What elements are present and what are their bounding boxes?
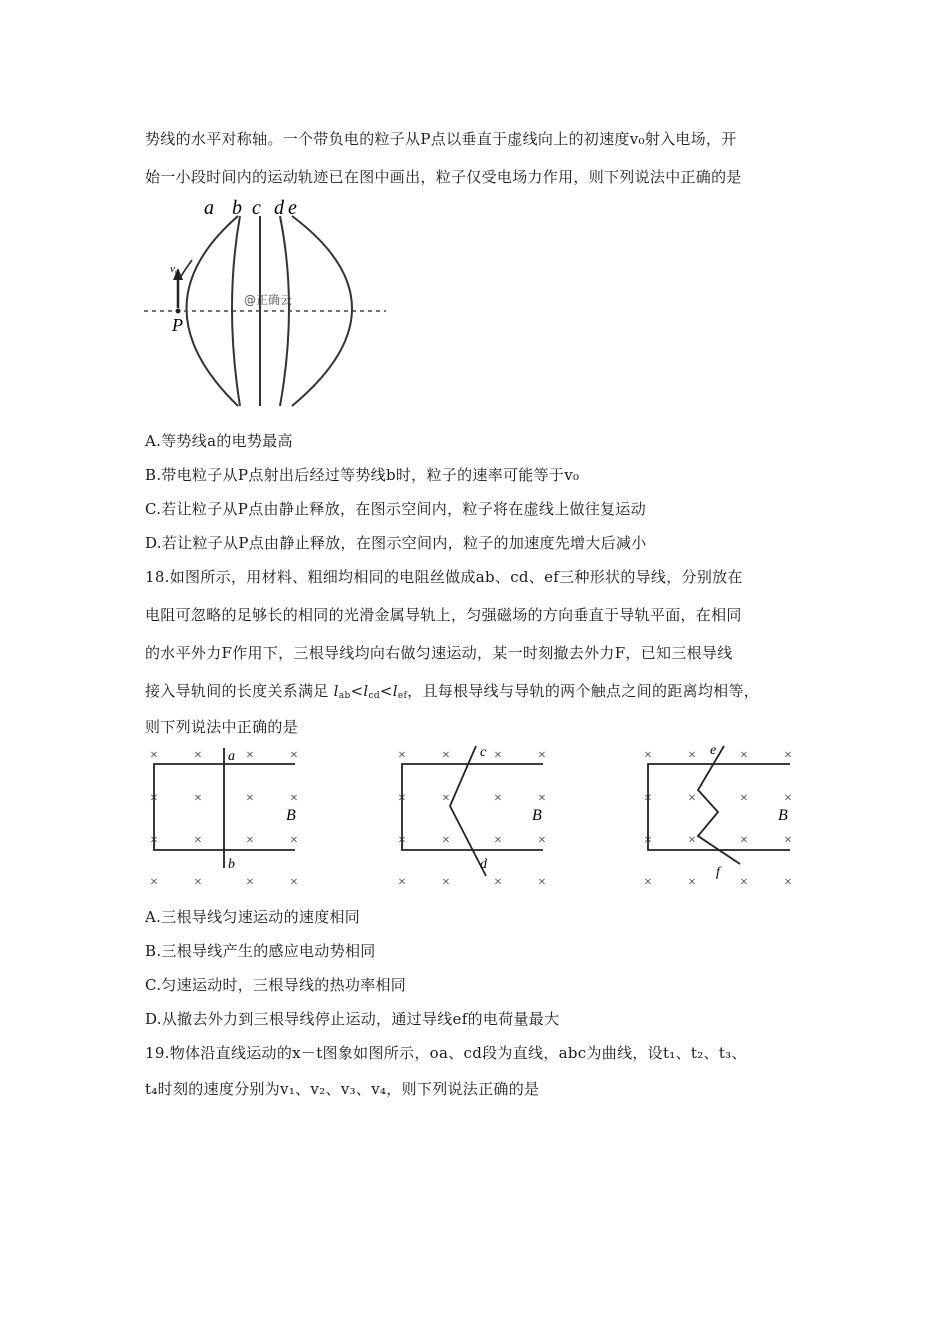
label-e: e (288, 197, 297, 219)
q18-option-d: D.从撤去外力到三根导线停止运动，通过导线ef的电荷量最大 (145, 1010, 560, 1028)
q18-line3: 的水平外力F作用下，三根导线均向右做匀速运动，某一时刻撤去外力F，已知三根导线 (145, 644, 733, 662)
q18-line4 (145, 680, 759, 701)
svg-text:×: × (194, 791, 202, 806)
svg-text:×: × (644, 791, 652, 806)
svg-text:×: × (290, 791, 298, 806)
svg-text:×: × (290, 833, 298, 848)
label-a: a (204, 197, 214, 219)
label-e-wire: e (710, 743, 717, 758)
svg-text:×: × (538, 791, 546, 806)
rail-figure-cd (402, 745, 543, 876)
svg-text:×: × (398, 875, 406, 890)
svg-text:×: × (644, 748, 652, 763)
q18-option-a: A.三根导线匀速运动的速度相同 (145, 908, 361, 926)
q18-line4-pre: 接入导轨间的长度关系满足 (145, 682, 334, 700)
q18-line2: 电阻可忽略的足够长的相同的光滑金属导轨上，匀强磁场的方向垂直于导轨平面，在相同 (145, 606, 742, 624)
label-c-wire: c (480, 745, 487, 760)
q18-line4-post: ，且每根导线与导轨的两个触点之间的距离均相等， (407, 682, 760, 700)
rail-figures (140, 740, 820, 892)
svg-text:×: × (644, 875, 652, 890)
svg-text:×: × (290, 748, 298, 763)
svg-text:×: × (688, 748, 696, 763)
svg-text:×: × (442, 875, 450, 890)
label-b: b (232, 197, 242, 219)
svg-text:×: × (290, 875, 298, 890)
q17-option-c: C.若让粒子从P点由静止释放，在图示空间内，粒子将在虚线上做往复运动 (145, 500, 647, 518)
label-d: d (274, 197, 284, 219)
label-b-wire: b (228, 857, 235, 872)
q18-line5: 则下列说法中正确的是 (145, 718, 299, 736)
svg-text:×: × (784, 875, 792, 890)
svg-text:×: × (246, 791, 254, 806)
svg-text:×: × (246, 833, 254, 848)
rail-figure-ab (154, 748, 296, 872)
svg-text:×: × (398, 833, 406, 848)
label-a-wire: a (228, 749, 235, 764)
label-c: c (252, 197, 261, 219)
svg-text:×: × (150, 833, 158, 848)
label-d-wire: d (480, 857, 487, 872)
svg-text:×: × (194, 833, 202, 848)
label-field-b3: B (778, 807, 788, 824)
svg-text:×: × (494, 833, 502, 848)
q17-option-d: D.若让粒子从P点由静止释放，在图示空间内，粒子的加速度先增大后减小 (145, 534, 647, 552)
q17-intro-line2: 始一小段时间内的运动轨迹已在图中画出，粒子仅受电场力作用，则下列说法中正确的是 (145, 168, 742, 186)
svg-text:×: × (194, 875, 202, 890)
equipotential-figure (140, 196, 390, 416)
svg-text:×: × (740, 875, 748, 890)
svg-text:×: × (784, 748, 792, 763)
label-v0: v₀ (170, 263, 179, 275)
svg-text:×: × (740, 791, 748, 806)
rail-frame-2 (402, 764, 543, 850)
svg-text:×: × (442, 833, 450, 848)
rail-figure-ef (648, 743, 790, 880)
q17-option-b: B.带电粒子从P点射出后经过等势线b时，粒子的速率可能等于v₀ (145, 466, 580, 484)
svg-text:×: × (784, 791, 792, 806)
svg-text:×: × (740, 748, 748, 763)
length-relation: $l_{ab}<l_{cd}<l_{ef}$ (333, 682, 408, 701)
svg-text:×: × (538, 748, 546, 763)
svg-text:×: × (740, 833, 748, 848)
svg-text:×: × (688, 875, 696, 890)
svg-text:×: × (398, 791, 406, 806)
svg-text:×: × (150, 875, 158, 890)
q18-option-b: B.三根导线产生的感应电动势相同 (145, 942, 376, 960)
q18-line1: 18.如图所示，用材料、粗细均相同的电阻丝做成ab、cd、ef三种形状的导线，分别放在 (145, 568, 743, 586)
trajectory-curve (180, 260, 192, 278)
svg-text:×: × (442, 791, 450, 806)
svg-text:×: × (442, 748, 450, 763)
svg-text:×: × (150, 791, 158, 806)
svg-text:×: × (494, 875, 502, 890)
q18-option-c: C.匀速运动时，三根导线的热功率相同 (145, 976, 407, 994)
label-field-b2: B (532, 807, 542, 824)
svg-text:×: × (494, 748, 502, 763)
svg-text:×: × (194, 748, 202, 763)
cross-marks (150, 748, 792, 890)
svg-text:×: × (784, 833, 792, 848)
svg-text:×: × (688, 791, 696, 806)
svg-text:×: × (246, 748, 254, 763)
rail-frame-3 (648, 764, 790, 850)
svg-text:×: × (150, 748, 158, 763)
q19-line2: t₄时刻的速度分别为v₁、v₂、v₃、v₄，则下列说法正确的是 (145, 1080, 540, 1098)
svg-text:×: × (494, 791, 502, 806)
q19-line1: 19.物体沿直线运动的x－t图象如图所示，oa、cd段为直线，abc为曲线，设t₁、t₂、t₃、 (145, 1044, 747, 1062)
svg-text:×: × (246, 875, 254, 890)
label-f-wire: f (716, 865, 720, 880)
svg-text:×: × (398, 748, 406, 763)
point-p (176, 309, 181, 314)
svg-text:×: × (538, 875, 546, 890)
label-field-b1: B (286, 807, 296, 824)
watermark: @正确云 (244, 293, 293, 307)
q17-intro-line1: 势线的水平对称轴。一个带负电的粒子从P点以垂直于虚线向上的初速度v₀射入电场，开 (145, 130, 737, 148)
svg-text:×: × (644, 833, 652, 848)
q17-option-a: A.等势线a的电势最高 (145, 432, 293, 450)
label-p: P (172, 315, 183, 335)
svg-text:×: × (538, 833, 546, 848)
svg-text:×: × (688, 833, 696, 848)
